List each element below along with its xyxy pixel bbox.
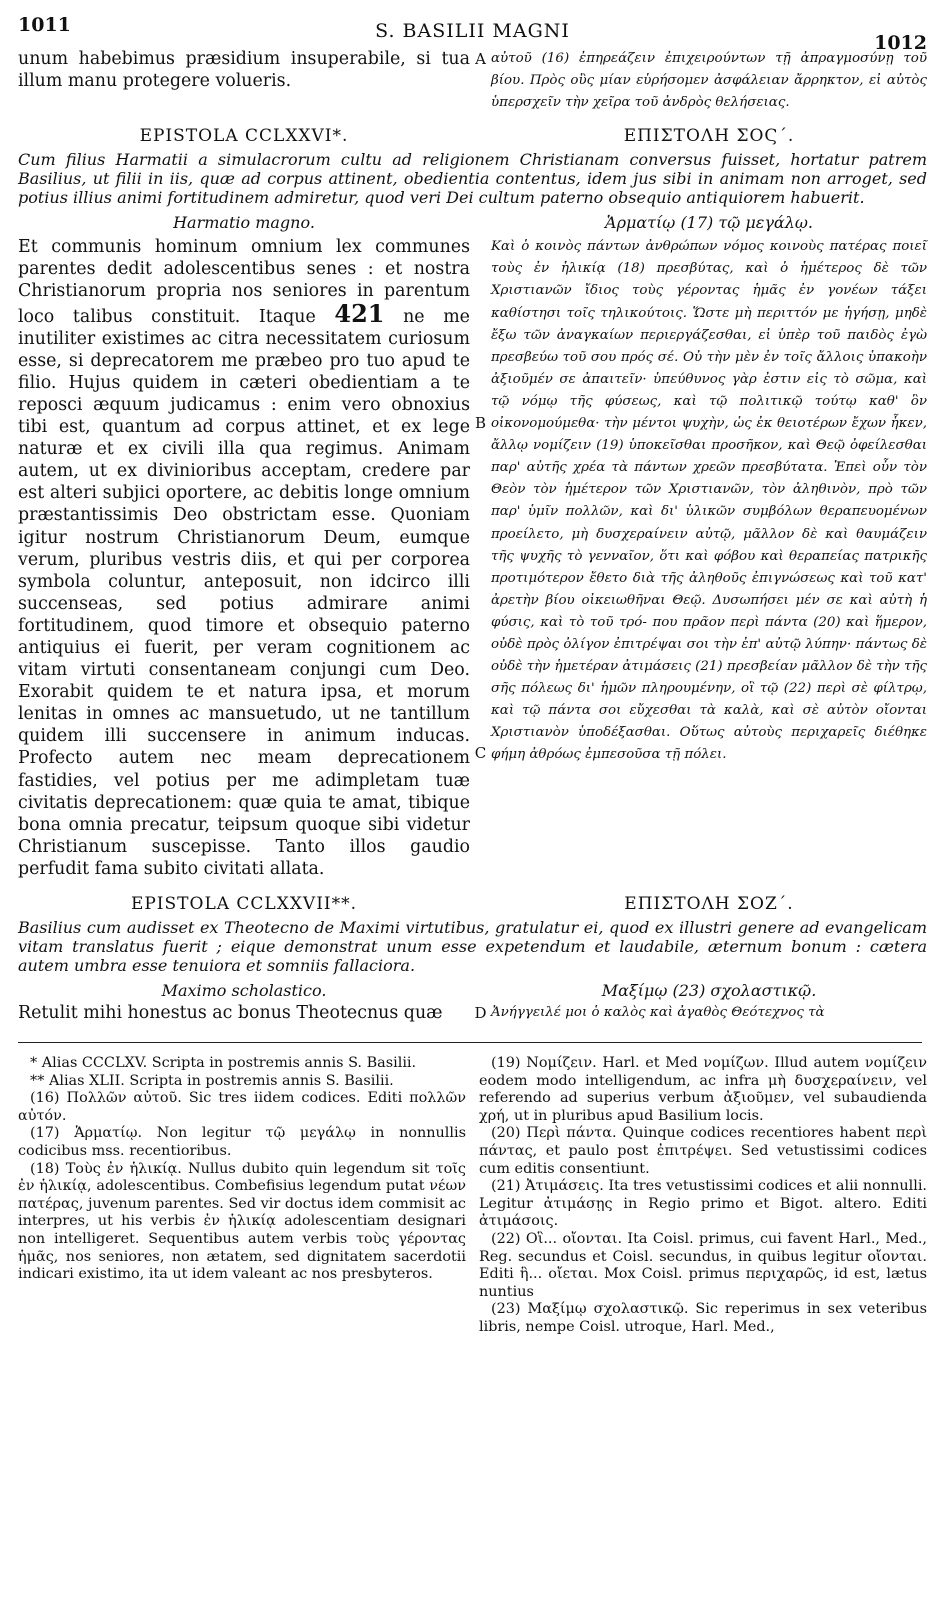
footnotes-left-column [18,1055,466,1337]
page-number-right: 1012 [874,32,927,54]
epistle-276-titles [18,126,927,146]
epistle-276-addresses [18,213,927,232]
section-marker-c: C [474,744,487,763]
latin-text-part-1: Et communis hominum omnium lex communes parentes dedit adolescentibus senes : et nostra Christianorum propria nos seniores in parentum loco talibus constituit. Itaque [18,237,470,327]
running-title: S. BASILII MAGNI [375,20,570,42]
epistle-277-argument: Basilius cum audisset ex Theotecno de Maximi virtutibus, gratulatur ei, quod ex illustri genere ad evangelicam vitam translatus fuerit ; eique demonstrat unum esse expetendum et laudabile, æternum bonum : cætera autem umbra esse tenuiora et somniis fallaciora. [18,918,927,975]
greek-continuation: αὐτοῦ (16) ἐπηρεάζειν ἐπιχειρούντων τῇ ἀπραγμοσύνῃ τοῦ βίου. Πρὸς οὓς μίαν εὑρήσομεν ἀσφάλειαν ἄρρηκτον, εἰ αὐτὸς ὑπερσχεῖν τὴν χεῖρα τοῦ ἀνδρὸς θελήσειας. [491,51,927,111]
epistle-276-argument: Cum filius Harmatii a simulacrorum cultu ad religionem Christianam conversus fuisset, hortatur patrem Basilius, ut filii in iis, quæ ad corpus attinent, obedientia contentus, idem jus sibi in animam non arroget, sed potius illius animi fortitudinem admiretur, quod veri Dei cultum paterno obsequio antiquiorem habuerit. [18,150,927,208]
section-marker-b: B [474,414,487,433]
footnote: (17) Ἁρματίῳ. Non legitur τῷ μεγάλῳ in nonnullis codicibus mss. recentioribus. [18,1125,466,1160]
epistle-277-title-greek: ΕΠΙΣΤΟΛΗ ΣΟΖ΄. [624,894,794,914]
footnote: (19) Νομίζειν. Harl. et Med νομίζων. Illud autem νομίζειν eodem modo intelligendum, ac infra μὴ δυσχεραίνειν, vel referendo ad superius verbum ἀξιοῦμεν, vel subaudienda χρή, ut in pluribus apud Basilium locis. [479,1055,927,1124]
epistle-276-greek-text [491,236,927,766]
epistle-277-titles [18,894,927,914]
epistle-276-body [18,236,927,880]
epistle-277-address-latin: Maximo scholastico. [161,981,327,1000]
footnote: (20) Περὶ πάντα. Quinque codices recentiores habent περὶ πάντας, et paulo post ἐπιτρέψει. Sed vetustissimi codices cum editis consentiunt. [479,1125,927,1177]
section-marker-a: A [475,50,486,68]
top-continuation [18,48,927,114]
epistle-277-title-latin: EPISTOLA CCLXXVII**. [130,894,358,914]
greek-text-part-1: Καὶ ὁ κοινὸς πάντων ἀνθρώπων νόμος κοινοὺς πατέρας ποιεῖ τοὺς ἐν ἡλικίᾳ (18) πρεσβύτας, καὶ ὁ ἡμέτερος δὲ τῶν Χριστιανῶν ἴδιος τοὺς γέροντας ἡμᾶς ἐν γονέων τάξει καθίστησι τοῖς τηλικούτοις. Ὥστε μὴ περιττόν με ἡγήσῃ, μηδὲ ἔξω τῶν ἀναγκαίων περιεργάζεσθαι, εἰ ὑπὲρ τοῦ παιδὸς ἐγὼ πρεσβεύω τοῦ σου πρός σέ. Οὐ τὴν μὲν ἐν τοῖς ἄλλοις ὑπακοὴν ἀξιοῦμέν σε ἀπαιτεῖν· ὑπεύθυνος γὰρ ἐστιν εἰς τὸ σῶμα, καὶ τῷ νόμῳ τῆς φύσεως, καὶ τῷ πολιτικῷ τούτῳ καθ' ὃν οἰκονομούμεθα· τὴν μέντοι ψυχὴν, ὡς ἐκ θειοτέρων ἔχων ἧκεν, ἄλλῳ νομίζειν (19) ὑποκεῖσθαι προσῆκον, καὶ Θεῷ ὀφείλεσθαι παρ' αὐτῆς χρέα τὰ πάντων χρεῶν πρεσβύτατα. Ἐπεὶ οὖν τὸν Θεὸν τὸν ἡμέτερον τῶν Χριστιανῶν, τὸν ἀληθινὸν, πρὸ τῶν παρ' ὑμῖν πολλῶν, καὶ δι' ὑλικῶν συμβόλων θεραπευομένων προείλετο, μὴ δυσχεραίνειν αὐτῷ, μᾶλλον δὲ καὶ θαυμάζειν τῆς ψυχῆς τὸ γενναῖον, ὅτι καὶ φόβου καὶ θεραπείας πατρικῆς προτιμότερον ἔθετο διὰ τῆς ἀληθοῦς ἐπιγνώσεως καὶ τοῦ κατ' ἀρετὴν βίου οἰκειωθῆναι Θεῷ. Δυσωπήσει μέν σε καὶ αὐτὴ ἡ φύσις, καὶ τὸ τοῦ τρό- [491,239,927,630]
footnote: (23) Μαξίμῳ σχολαστικῷ. Sic reperimus in sex veteribus libris, nempe Coisl. utroque, Harl. Med., [479,1301,927,1335]
epistle-276-latin-text [18,236,470,880]
latin-continuation: unum habebimus præsidium insuperabile, si tua illum manu protegere volueris. [18,49,470,92]
epistle-277-latin-text: Retulit mihi honestus ac bonus Theotecnus quæ [18,1003,443,1023]
footnote: ** Alias XLII. Scripta in postremis annis S. Basilii. [30,1072,394,1089]
epistle-276-address-greek: Ἁρματίῳ (17) τῷ μεγάλῳ. [605,213,813,233]
footnotes [18,1055,927,1337]
epistle-277-greek-text: Ἀνήγγειλέ μοι ὁ καλὸς καὶ ἀγαθὸς Θεότεχνος τὰ [491,1005,825,1020]
section-marker-d: D [474,1004,487,1022]
epistle-276-title-latin: EPISTOLA CCLXXVI*. [139,126,349,147]
footnote: (21) Ἀτιμάσεις. Ita tres vetustissimi codices et alii nonnulli. Legitur ἀτιμάσῃς in Regio primo et Bigot. altero. Editi ἀτιμάσοις. [479,1178,927,1230]
latin-text-part-2: ne me inutiliter existimes ac citra necessitatem curiosum esse, si deprecatorem me præbeo pro tuo apud te filio. Hujus quidem in cæteri obedientiam a te reposci æquum judicamus : enim vero obnoxius tibi est, quantum ad corpus attinet, et ex lege naturæ et ex civili illa qua regimus. Animam autem, ut ex divinioribus acceptam, credere par est alteri subjici oportere, ac debitis longe omnium præstantissimis Deo obstrictam esse. Quoniam igitur nostrum Christianorum Deum, eumque verum, pluribus vestris diis, et qui per corporea symbola coluntur, anteposuit, non idcirco illi succenseas, sed potius admirare animi fortitudinem, quod timore et obsequio paterno antiquius ei fuerit, per veram cognitionem ac vitam virtuti consentaneam conjungi cum Deo. Exorabit quidem te et natura ipsa, et morum lenitas in omnes ac mansuetudo, ut ne tantillum quidem illi succensere in animum inducas. Profecto autem nec meam deprecationem fastidies, vel potius per me adimpletam tuæ civitatis deprecationem: quæ quia te amat, tibique bona omnia precatur, teipsum quoque sibi videtur Christianum suscepisse. Tanto illos gaudio perfudit fama subito civitati allata. [18,306,470,879]
footnote-divider [18,1042,922,1043]
epistle-276-address-latin: Harmatio magno. [173,213,315,233]
epistle-277-addresses [18,981,927,1000]
footnote: (22) Οἳ... οἴονται. Ita Coisl. primus, cui favent Harl., Med., Reg. secundus et Coisl. secundus, in quibus legitur οἴονται. Editi ἣ... οἴεται. Mox Coisl. primus περιχαρῶς, id est, lætus nuntius [479,1231,927,1300]
epistle-276-title-greek: ΕΠΙΣΤΟΛΗ ΣΟϚ΄. [623,126,795,147]
epistle-277-address-greek: Μαξίμῳ (23) σχολαστικῷ. [601,981,817,1000]
greek-text-part-2: που πρᾶον περὶ πάντα (20) καὶ ἥμερον, οὐδὲ πρὸς ὀλίγον ἐπιτρέψαι σοι τὴν ἐπ' αὐτῷ λύπην· πάντως δὲ οὐδὲ τὴν ἡμετέραν ἀτιμάσεις (21) πρεσβείαν μᾶλλον δὲ τὴν τῆς σῆς πόλεως δι' ἡμῶν πληρουμένην, οἳ τῷ (22) περὶ σὲ φίλτρῳ, καὶ τῷ πάντα σοι εὔχεσθαι τὰ καλὰ, καὶ σὲ αὐτὸν οἴονται Χριστιανὸν ὑποδέξασθαι. Οὕτως αὐτοὺς περιχαρεῖς διέθηκε φήμη ἀθρόως ἐμπεσοῦσα τῇ πόλει. [491,614,927,763]
margin-page-number: 421 [334,298,385,328]
page-number-left: 1011 [18,14,71,36]
running-header [18,14,927,54]
document-page [18,14,927,1594]
epistle-277-opening [18,1002,927,1024]
footnote: (16) Πολλῶν αὐτοῦ. Sic tres iidem codices. Editi πολλῶν αὐτόν. [18,1090,466,1124]
footnote: (18) Τοὺς ἐν ἡλικίᾳ. Nullus dubito quin legendum sit τοῖς ἐν ἡλικίᾳ, adolescentibus. Combefisius legendum putat νέων πατέρας, juvenum parentes. Sed vir doctus idem commisit ac interpres, ut his verbis ἐν ἡλικίᾳ adolescentiam designari non intelligeret. Sequentibus autem verbis τοὺς γέροντας ἡμᾶς, nos seniores, non ætatem, sed dignitatem sacerdotii indicari existimo, ita ut idem valeant ac nos presbyteros. [18,1160,466,1283]
footnotes-right-column [479,1055,927,1337]
footnote: * Alias CCCLXV. Scripta in postremis annis S. Basilii. [30,1055,417,1072]
